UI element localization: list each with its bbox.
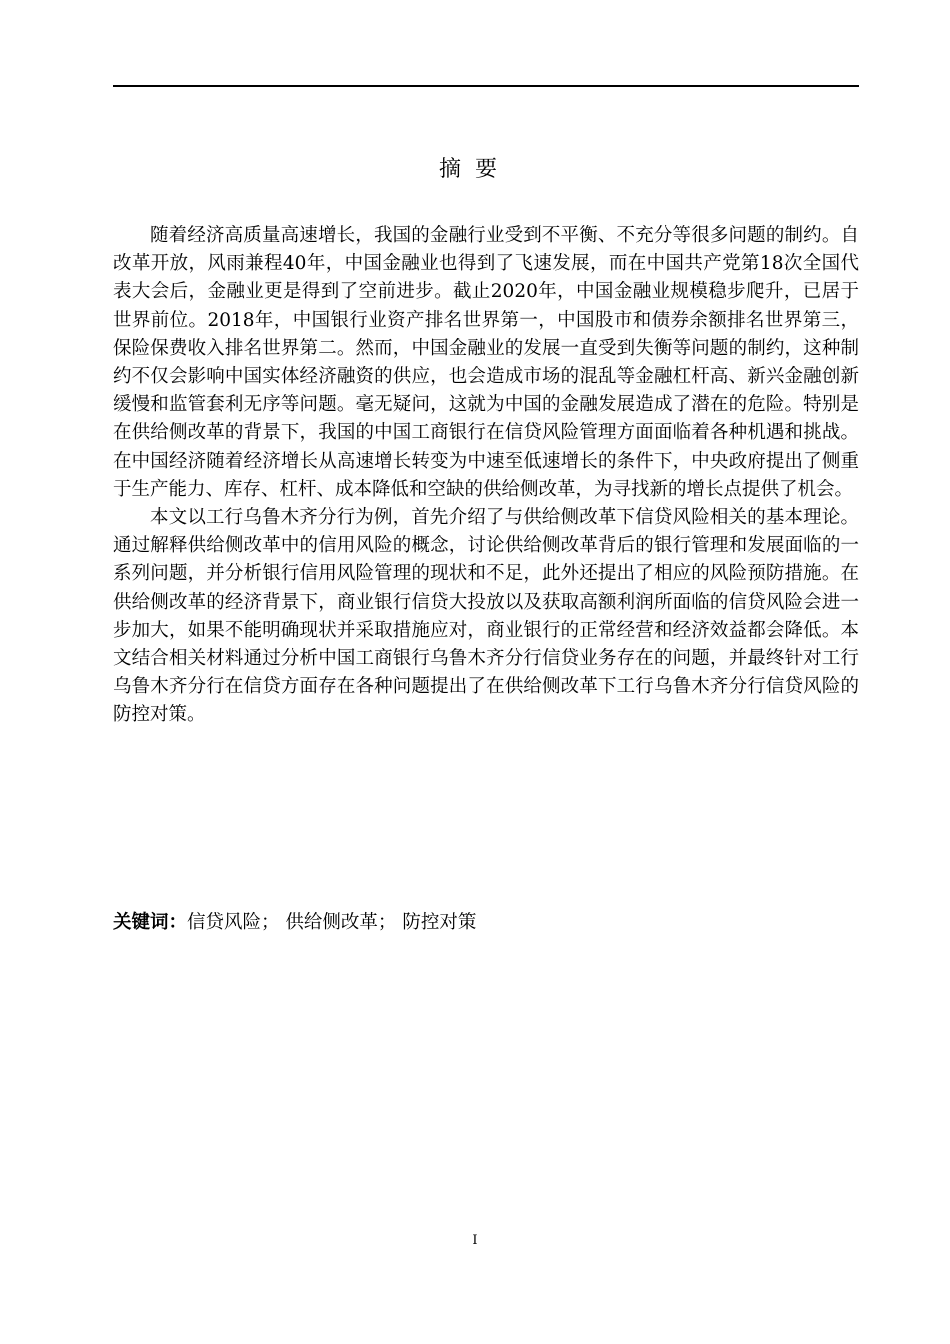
abstract-paragraph-1: 随着经济高质量高速增长，我国的金融行业受到不平衡、不充分等很多问题的制约。自改革开放，风雨兼程40年，中国金融业也得到了飞速发展，而在中国共产党第18次全国代表大会后，金融业更是得到了空前进步。截止2020年，中国金融业规模稳步爬升，已居于世界前位。2018年，中国银行业资产排名世界第一，中国股市和债券余额排名世界第三，保险保费收入排名世界第二。然而，中国金融业的发展一直受到失衡等问题的制约，这种制约不仅会影响中国实体经济融资的供应，也会造成市场的混乱等金融杠杆高、新兴金融创新缓慢和监管套利无序等问题。毫无疑问，这就为中国的金融发展造成了潜在的危险。特别是在供给侧改革的背景下，我国的中国工商银行在信贷风险管理方面面临着各种机遇和挑战。在中国经济随着经济增长从高速增长转变为中速至低速增长的条件下，中央政府提出了侧重于生产能力、库存、杠杆、成本降低和空缺的供给侧改革，为寻找新的增长点提供了机会。 [113,225,859,500]
keywords-line [113,909,859,937]
page-number: I [472,1233,478,1248]
abstract-paragraph-2: 本文以工行乌鲁木齐分行为例，首先介绍了与供给侧改革下信贷风险相关的基本理论。通过解释供给侧改革中的信用风险的概念，讨论供给侧改革背后的银行管理和发展面临的一系列问题，并分析银行信用风险管理的现状和不足，此外还提出了相应的风险预防措施。在供给侧改革的经济背景下，商业银行信贷大投放以及获取高额利润所面临的信贷风险会进一步加大，如果不能明确现状并采取措施应对，商业银行的正常经营和经济效益都会降低。本文结合相关材料通过分析中国工商银行乌鲁木齐分行信贷业务存在的问题，并最终针对工行乌鲁木齐分行在信贷方面存在各种问题提出了在供给侧改革下工行乌鲁木齐分行信贷风险的防控对策。 [113,507,859,726]
keywords-label: 关键词： [113,912,188,933]
keyword-3: 防控对策 [402,912,477,933]
abstract-title: 摘要 [438,157,511,182]
keyword-1: 信贷风险； [187,912,280,933]
header-rule [113,85,859,87]
abstract-body [113,222,859,730]
keyword-2: 供给侧改革； [285,912,397,933]
